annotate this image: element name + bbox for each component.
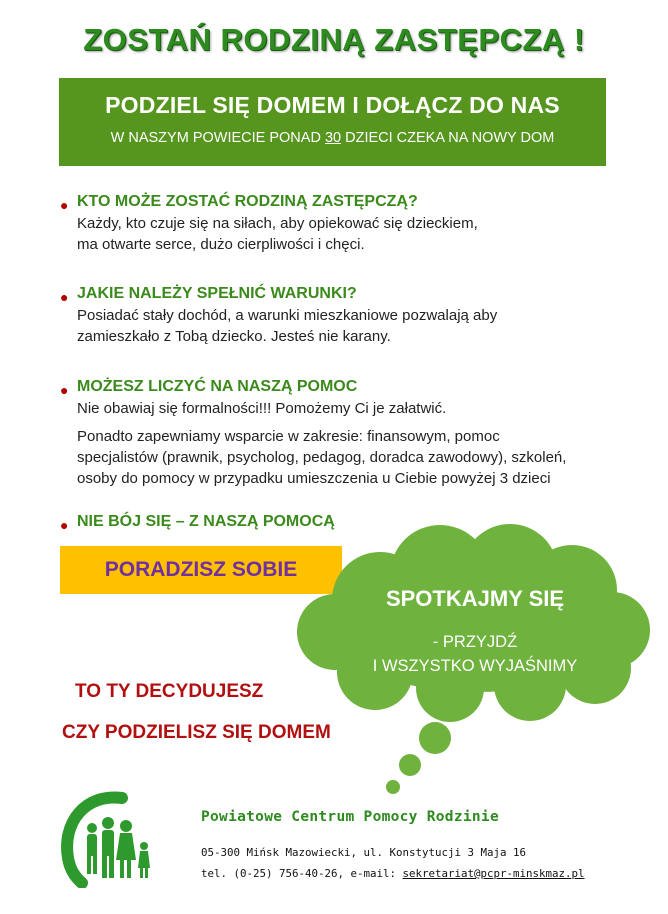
org-address: 05-300 Mińsk Mazowiecki, ul. Konstytucji 3 Maja 16 bbox=[201, 846, 527, 859]
highlight-box: PORADZISZ SOBIE bbox=[60, 546, 342, 594]
email-link[interactable]: sekretariat@pcpr-minskmaz.pl bbox=[402, 867, 585, 880]
org-name: Powiatowe Centrum Pomocy Rodzinie bbox=[201, 809, 499, 825]
bullet-icon: ● bbox=[60, 197, 69, 213]
section-answer-support: Ponadto zapewniamy wsparcie w zakresie: finansowym, pomoc specjalistów (prawnik, psycholog, pedagog, doradca zawodowy), szkoleń, osoby do pomocy w przypadku umieszczenia u Ciebie powyżej 3 dzieci bbox=[77, 428, 567, 487]
bullet-icon: ● bbox=[60, 382, 69, 398]
section-question: NIE BÓJ SIĘ – Z NASZĄ POMOCĄ bbox=[77, 513, 335, 530]
section-answer: Każdy, kto czuje się na siłach, aby opiekować się dzieckiem, ma otwarte serce, dużo cierpliwości i chęci. bbox=[77, 215, 478, 253]
cloud-text: - PRZYJDŹ I WSZYSTKO WYJAŚNIMY bbox=[372, 633, 578, 675]
bullet-icon: ● bbox=[60, 517, 69, 533]
section-question: MOŻESZ LICZYĆ NA NASZĄ POMOC bbox=[77, 378, 358, 395]
banner-subtitle-start: W NASZYM POWIECIE PONAD bbox=[110, 130, 325, 146]
org-contact bbox=[201, 867, 585, 880]
org-phone: tel. (0-25) 756-40-26, e-mail: bbox=[201, 867, 403, 880]
family-logo-icon bbox=[60, 788, 170, 888]
decision-line-2: CZY PODZIELISZ SIĘ DOMEM bbox=[62, 722, 331, 743]
banner-subtitle-end: DZIECI CZEKA NA NOWY DOM bbox=[341, 130, 555, 146]
section-question: KTO MOŻE ZOSTAĆ RODZINĄ ZASTĘPCZĄ? bbox=[77, 193, 418, 210]
decision-line-1: TO TY DECYDUJESZ bbox=[75, 681, 264, 702]
section-answer: Nie obawiaj się formalności!!! Pomożemy Ci je załatwić. bbox=[77, 400, 447, 417]
section-question: JAKIE NALEŻY SPEŁNIĆ WARUNKI? bbox=[77, 285, 357, 302]
banner-heading: PODZIEL SIĘ DOMEM I DOŁĄCZ DO NAS bbox=[105, 92, 560, 118]
page-title: ZOSTAŃ RODZINĄ ZASTĘPCZĄ ! bbox=[83, 22, 585, 57]
section-answer: Posiadać stały dochód, a warunki mieszkaniowe pozwalają aby zamieszkało z Tobą dziecko. Jesteś nie karany. bbox=[77, 307, 498, 345]
cloud-heading: SPOTKAJMY SIĘ bbox=[385, 586, 565, 611]
children-count: 30 bbox=[324, 130, 342, 146]
bullet-icon: ● bbox=[60, 289, 69, 305]
